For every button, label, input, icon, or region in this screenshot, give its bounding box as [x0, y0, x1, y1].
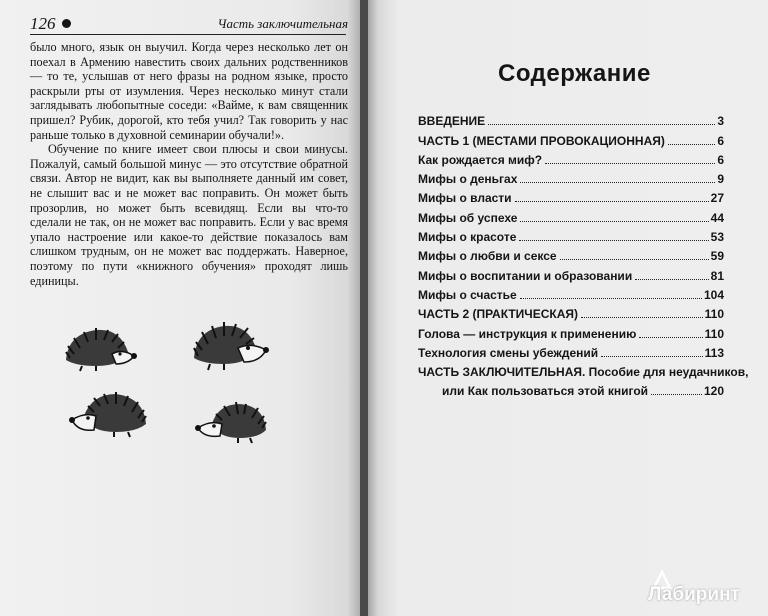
page-number: 126: [30, 14, 56, 33]
toc-title: Содержание: [498, 60, 651, 87]
toc-entry: Голова — инструкция к применению 110: [418, 326, 724, 341]
toc-entry: ЧАСТЬ ЗАКЛЮЧИТЕЛЬНАЯ. Пособие для неудачников,: [418, 365, 749, 380]
toc-entry: Мифы о деньгах 9: [418, 172, 724, 187]
toc-entry: Мифы о любви и сексе 59: [418, 249, 724, 264]
toc-entry: или Как пользоваться этой книгой 120: [442, 384, 724, 399]
toc-entry: Как рождается миф? 6: [418, 152, 724, 167]
running-head: Часть заключительная: [217, 16, 348, 31]
toc-entry: Технология смены убеждений 113: [418, 345, 724, 360]
table-of-contents: [418, 109, 749, 399]
toc-entry: Мифы о воспитании и образовании 81: [418, 268, 724, 283]
paragraph: было много, язык он выучил. Когда через несколько лет он поехал в Армению навестить своих дальних родственников — то те, услышав от него фразы на родном языке, просто раскрыли рты от изумления. Через несколько минут стали заглядывать любопытные соседи: «Вайме, к вам священник пришел? Рубик, дорогой, кто тебя учил? Так говорить у нас раньше только в духовной семинарии обучали!».: [30, 40, 348, 142]
book-gutter: [360, 0, 368, 616]
hedgehog-illustration-3: [66, 388, 150, 438]
header-rule: [30, 34, 346, 35]
toc-entry: ЧАСТЬ 1 (МЕСТАМИ ПРОВОКАЦИОННАЯ) 6: [418, 133, 724, 148]
header-bullet: [62, 19, 71, 28]
hedgehog-illustration-2: [190, 318, 270, 372]
toc-entry: Мифы о красоте 53: [418, 230, 724, 245]
toc-entry: ВВЕДЕНИЕ 3: [418, 114, 724, 129]
toc-entry: Мифы об успехе 44: [418, 210, 724, 225]
hedgehog-illustration-4: [194, 398, 270, 444]
toc-entry: Мифы о счастье 104: [418, 287, 724, 302]
body-text: [30, 40, 348, 288]
toc-entry: Мифы о власти 27: [418, 191, 724, 206]
paragraph: Обучение по книге имеет свои плюсы и свои минусы. Пожалуй, самый большой минус — это отсутствие обратной связи. Автор не видит, как вы выполняете данный им совет, не слышит вас и не может вас поправить. Он может быть прозорлив, но может быть всевидящ. Если вы что-то сделали не так, он не может вас поправить. Если у вас время упало настроение или какое-то действие показалось вам слишком трудным, он не может вас поддержать. Наверное, поэтому по пути «книжного обучения» проходят лишь единицы.: [30, 142, 348, 288]
toc-entry: ЧАСТЬ 2 (ПРАКТИЧЕСКАЯ) 110: [418, 307, 724, 322]
page-header: [30, 14, 348, 36]
hedgehog-illustration-1: [62, 322, 138, 372]
watermark: Лабиринт: [648, 584, 740, 605]
